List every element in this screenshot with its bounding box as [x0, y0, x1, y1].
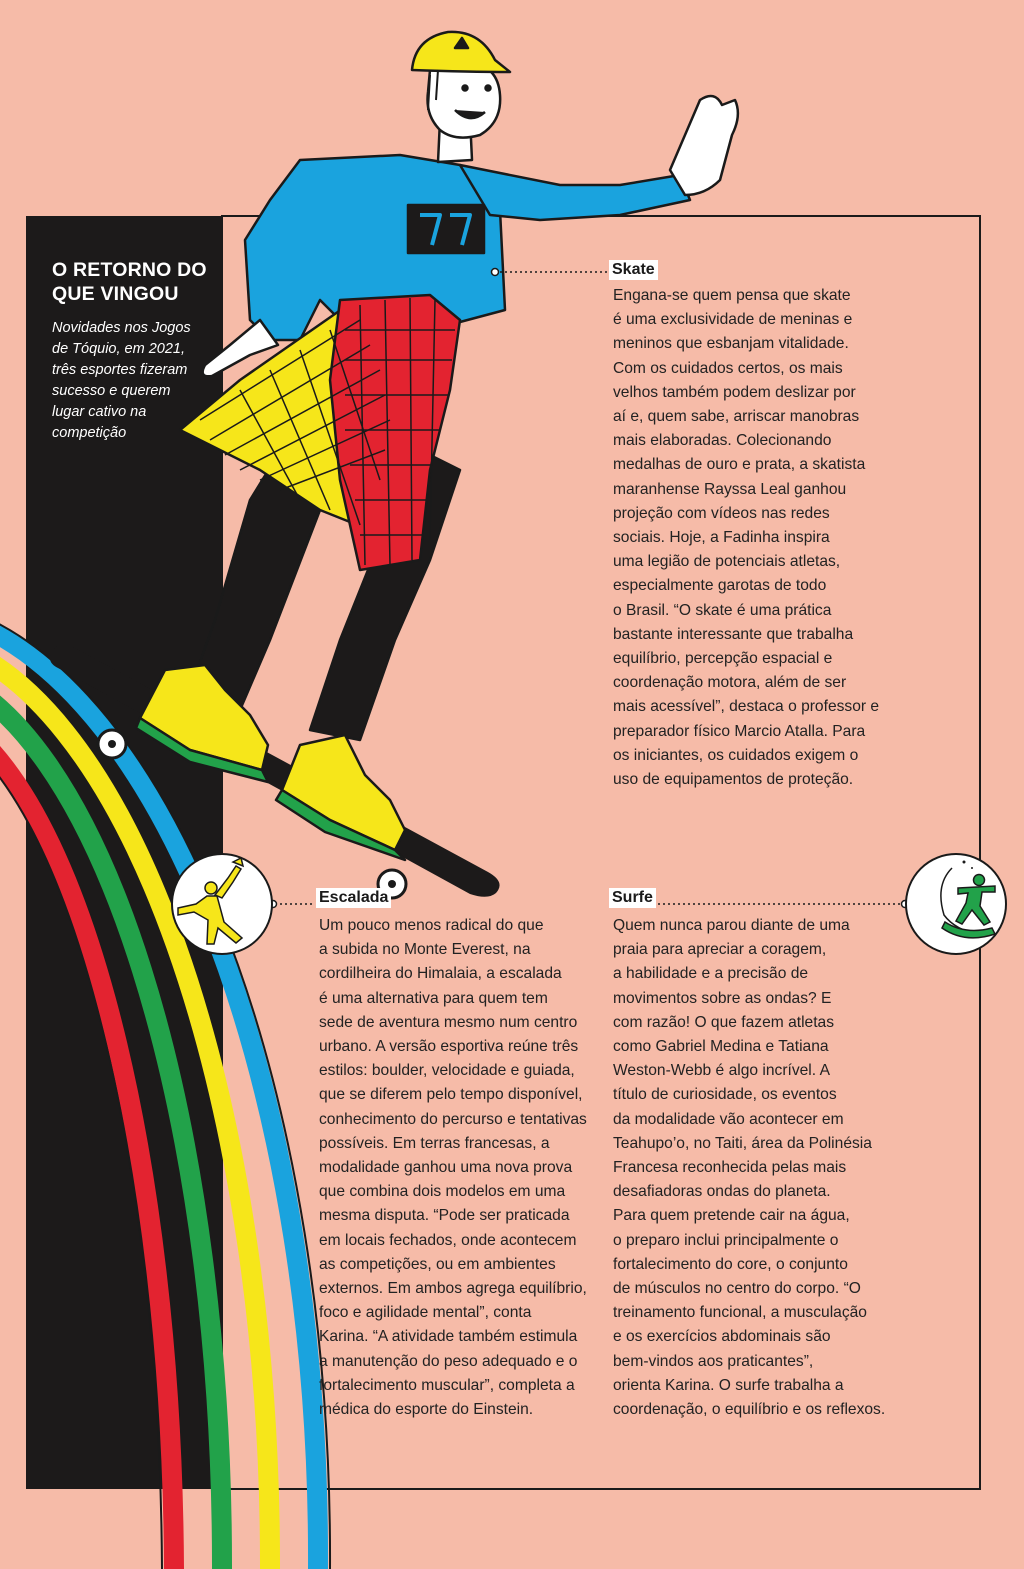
surfe-line: bem-vindos aos praticantes”,	[613, 1352, 814, 1370]
skate-line: os iniciantes, os cuidados exigem o	[613, 746, 859, 764]
skate-line: sociais. Hoje, a Fadinha inspira	[613, 529, 830, 547]
skate-line: medalhas de ouro e prata, a skatista	[613, 456, 866, 474]
sidebar-subtitle-line: de Tóquio, em 2021,	[52, 341, 186, 357]
skate-line: Engana-se quem pensa que skate	[613, 287, 851, 304]
surfer-icon	[906, 854, 1006, 954]
sidebar-subtitle-line: sucesso e querem	[52, 383, 171, 399]
surfe-line: de músculos no centro do corpo. “O	[613, 1280, 861, 1298]
escalada-line: a manutenção do peso adequado e o	[319, 1352, 578, 1370]
sidebar-title	[52, 258, 207, 306]
escalada-line: Um pouco menos radical do que	[319, 917, 544, 934]
escalada-line: foco e agilidade mental”, conta	[319, 1304, 532, 1322]
sidebar-subtitle-line: Novidades nos Jogos	[52, 320, 191, 336]
escalada-line: cordilheira do Himalaia, a escalada	[319, 965, 562, 983]
surfe-line: da modalidade vão acontecer em	[613, 1110, 844, 1128]
skate-line: projeção com vídeos nas redes	[613, 504, 830, 522]
escalada-line: urbano. A versão esportiva reúne três	[319, 1038, 579, 1056]
skate-line: Com os cuidados certos, os mais	[613, 359, 843, 377]
climber-icon	[172, 854, 272, 954]
surfe-line: Teahupo’o, no Taiti, área da Polinésia	[613, 1134, 872, 1152]
skate-line: preparador físico Marcio Atalla. Para	[613, 722, 866, 740]
skate-line: mais elaboradas. Colecionando	[613, 432, 832, 450]
surfe-line: desafiadoras ondas do planeta.	[613, 1183, 831, 1201]
escalada-line: médica do esporte do Einstein.	[319, 1401, 534, 1419]
surfe-line: treinamento funcional, a musculação	[613, 1304, 867, 1322]
surfe-line: título de curiosidade, os eventos	[613, 1086, 837, 1104]
skate-line: aí e, quem sabe, arriscar manobras	[613, 408, 860, 426]
escalada-body	[319, 914, 587, 1422]
escalada-line: possíveis. Em terras francesas, a	[319, 1134, 550, 1152]
surfe-line: coordenação, o equilíbrio e os reflexos.	[613, 1401, 886, 1419]
skate-line: coordenação motora, além de ser	[613, 674, 847, 692]
surfe-line: e os exercícios abdominais são	[613, 1328, 831, 1346]
skate-line: uma legião de potenciais atletas,	[613, 553, 841, 571]
surfe-line: Francesa reconhecida pelas mais	[613, 1159, 847, 1177]
skate-line: meninos que esbanjam vitalidade.	[613, 335, 849, 353]
surfe-line: com razão! O que fazem atletas	[613, 1013, 835, 1031]
surfe-line: fortalecimento do core, o conjunto	[613, 1255, 848, 1273]
escalada-line: conhecimento do percurso e tentativas	[319, 1110, 587, 1128]
skate-line: uso de equipamentos de proteção.	[613, 771, 854, 789]
escalada-line: que se diferem pelo tempo disponível,	[319, 1086, 583, 1104]
skate-line: equilíbrio, percepção espacial e	[613, 650, 833, 668]
surfe-line: orienta Karina. O surfe trabalha a	[613, 1376, 844, 1394]
skate-line: velhos também podem deslizar por	[613, 383, 856, 401]
escalada-line: que combina dois modelos em uma	[319, 1183, 566, 1201]
skate-line: mais acessível”, destaca o professor e	[613, 698, 880, 716]
skate-line: o Brasil. “O skate é uma prática	[613, 601, 832, 619]
surfe-line: movimentos sobre as ondas? E	[613, 989, 832, 1007]
surfe-line: o preparo inclui principalmente o	[613, 1231, 839, 1249]
surfe-heading: Surfe	[609, 888, 656, 908]
escalada-heading: Escalada	[316, 888, 391, 908]
escalada-line: sede de aventura mesmo num centro	[319, 1013, 578, 1031]
sidebar-title-line: QUE VINGOU	[52, 283, 179, 305]
escalada-line: a subida no Monte Everest, na	[319, 941, 531, 959]
escalada-line: estilos: boulder, velocidade e guiada,	[319, 1062, 575, 1080]
skate-line: bastante interessante que trabalha	[613, 625, 854, 643]
surfe-line: praia para apreciar a coragem,	[613, 941, 827, 959]
escalada-line: fortalecimento muscular”, completa a	[319, 1376, 575, 1394]
escalada-line: mesma disputa. “Pode ser praticada	[319, 1207, 570, 1225]
escalada-line: externos. Em ambos agrega equilíbrio,	[319, 1280, 587, 1298]
surfe-line: Weston-Webb é algo incrível. A	[613, 1062, 830, 1080]
sidebar-subtitle	[52, 318, 202, 444]
escalada-line: em locais fechados, onde acontecem	[319, 1231, 577, 1249]
skate-line: especialmente garotas de todo	[613, 577, 827, 595]
sidebar-subtitle-line: lugar cativo na	[52, 404, 147, 420]
escalada-line: as competições, ou em ambientes	[319, 1255, 556, 1273]
skate-line: maranhense Rayssa Leal ganhou	[613, 480, 847, 498]
surfe-line: como Gabriel Medina e Tatiana	[613, 1038, 829, 1056]
surfe-line: a habilidade e a precisão de	[613, 965, 809, 983]
sidebar-title-line: O RETORNO DO	[52, 259, 207, 281]
escalada-line: modalidade ganhou uma nova prova	[319, 1159, 573, 1177]
skate-heading: Skate	[609, 260, 658, 280]
sidebar-subtitle-line: três esportes fizeram	[52, 362, 188, 378]
skate-body	[613, 284, 879, 792]
surfe-body	[613, 914, 885, 1422]
escalada-line: Karina. “A atividade também estimula	[319, 1328, 578, 1346]
escalada-line: é uma alternativa para quem tem	[319, 989, 548, 1007]
surfe-line: Quem nunca parou diante de uma	[613, 917, 850, 934]
sidebar-subtitle-line: competição	[52, 425, 127, 441]
skate-line: é uma exclusividade de meninas e	[613, 311, 853, 329]
surfe-line: Para quem pretende cair na água,	[613, 1207, 850, 1225]
